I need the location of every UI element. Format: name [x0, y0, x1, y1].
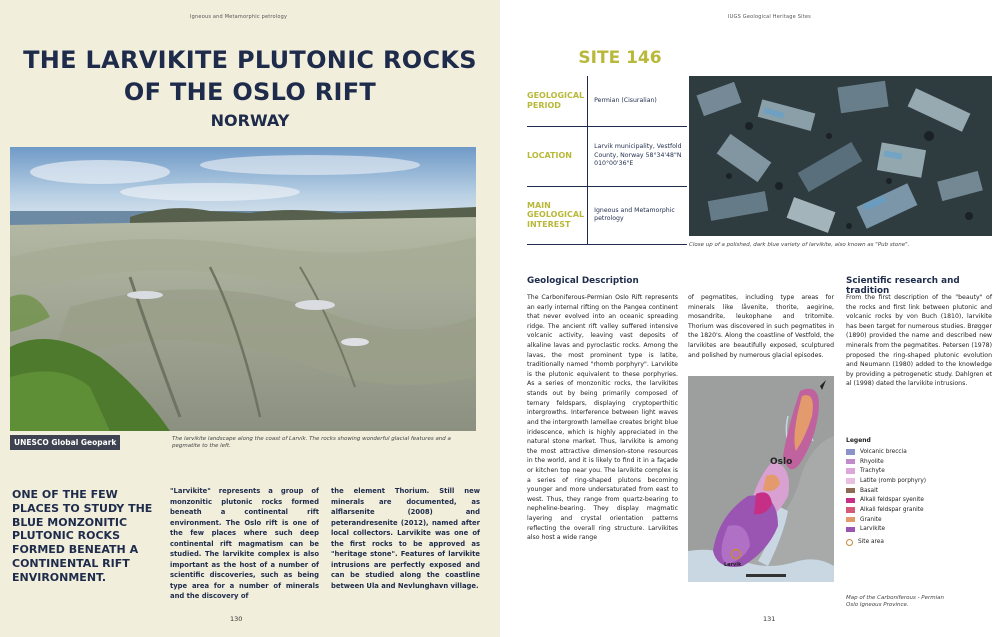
geopark-badge: UNESCO Global Geopark — [10, 435, 120, 450]
legend-label: Latite (romb porphyry) — [860, 477, 927, 484]
legend-item — [846, 486, 986, 496]
legend-swatch — [846, 517, 855, 523]
lead-statement: ONE OF THE FEW PLACES TO STUDY THE BLUE MONZONITIC PLUTONIC ROCKS FORMED BENEATH A CONTINENTAL RIFT ENVIRONMENT. — [12, 488, 153, 584]
map-caption: Map of the Carboniferous - Permian Oslo Igneous Province. — [846, 595, 945, 609]
info-row-period — [527, 76, 687, 126]
legend-item-site-area — [846, 537, 986, 547]
legend-swatch — [846, 527, 855, 533]
page-title-line1: THE LARVIKITE PLUTONIC ROCKS — [23, 46, 477, 74]
legend-label: Rhyolite — [860, 458, 884, 465]
site-info-table — [527, 76, 687, 245]
legend-label: Granite — [860, 516, 882, 523]
map-label-oslo: Oslo — [770, 457, 793, 467]
map-label-larvik: Larvik — [724, 562, 742, 568]
running-head-right: IUGS Geological Heritage Sites — [728, 14, 811, 20]
intro-column-1: "Larvikite" represents a group of monzonitic plutonic rocks formed beneath a continental rift environment. The Oslo rift is one of the few places where such deep continental rift magmatism can be studied. The larvikite complex is also important as the host of a number of scientific discoveries, such as being type area for a number of minerals and the discovery of — [170, 487, 319, 601]
info-value: Larvik municipality, Vestfold County, Norway 58°34'48"N 010°00'36"E — [588, 126, 687, 186]
page-number-left: 130 — [230, 615, 243, 623]
scientific-research-heading: Scientific research and tradition — [846, 276, 960, 296]
legend-item — [846, 525, 986, 535]
oslo-province-map — [688, 376, 834, 582]
larvikite-closeup-photo — [689, 76, 992, 236]
legend-label: Trachyte — [860, 468, 885, 475]
page-title-country: NORWAY — [210, 111, 290, 130]
legend-label: Larvikite — [860, 526, 886, 533]
rock-caption: Close up of a polished, dark blue variety of larvikite, also known as "Pub stone". — [689, 242, 910, 248]
legend-item — [846, 495, 986, 505]
legend-swatch — [846, 498, 855, 504]
coast-landscape-photo — [10, 147, 476, 431]
photo-caption: The larvikite landscape along the coast of Larvik. The rocks showing wonderful glacial features and a pegmatite to the left. — [172, 436, 451, 450]
page-title-line2: OF THE OSLO RIFT — [123, 78, 377, 106]
legend-item — [846, 457, 986, 467]
info-label: MAIN GEOLOGICAL INTEREST — [527, 186, 588, 244]
geological-description-column-1: The Carboniferous-Permian Oslo Rift represents an early internal rifting on the Pangea continent that never evolved into an oceanic spreading ridge. The ancient rift valley suffered intensive volcanic activity, leaving vast deposits of alkaline lavas and pyroclastic rocks. Among the lavas, the most prominent type is latite, traditionally named "rhomb porphyry". Larvikite is the plutonic equivalent to these porphyries. As a series of monzonitic rocks, the larvikites stands out by being primarily composed of ternary feldspars, displaying cryptoperthitic intergrowths. Interference between light waves and the intergrowth lamellae creates bright blue iridescence, which is highly appreciated in the natural stone market. Thus, larvikite is among the most attractive dimension-stone resources in the world, and it is likely to find it in a façade or kitchen top near you. The larvikite complex is a series of ring-shaped plutons becoming younger and more undersaturated from east to west. Thus, they range from quartz-bearing to nepheline-bearing. They display magmatic layering and crystal orientation patterns reflecting the overall ring structure. Larvikites also host a wide range — [527, 294, 678, 542]
scientific-research-text: From the first description of the "beauty" of the rocks and first link between plutonic and volcanic rocks by von Buch (1810), larvikite has been target for numerous studies. Brøgger (1890) provided the name and described new minerals from the pegmatites. Petersen (1978) proposed the ring-shaped plutonic evolution and Neumann (1980) added to the knowledge by providing a petrogenetic study. Dahlgren et al (1998) dated the larvikite intrusions. — [846, 294, 992, 388]
site-label: SITE 146 — [578, 48, 662, 68]
legend-swatch — [846, 507, 855, 513]
legend-swatch — [846, 488, 855, 494]
info-label: GEOLOGICAL PERIOD — [527, 76, 588, 126]
info-label: LOCATION — [527, 126, 588, 186]
legend-label: Alkali feldspar granite — [860, 506, 924, 513]
legend-label: Basalt — [860, 487, 878, 494]
legend-label: Site area — [858, 539, 884, 546]
legend-item — [846, 447, 986, 457]
site-area-ring-icon — [846, 539, 853, 546]
legend-swatch — [846, 468, 855, 474]
geological-description-column-2: of pegmatites, including type areas for minerals like låvenite, thorite, aegirine, mosandrite, leukophane and tritomite. Thorium was discovered in such pegmatites in the 1820's. Along the coastline of Vestfold, the larvikites are beautifully exposed, sculptured and polished by numerous glacial episodes. — [688, 294, 834, 359]
running-head-left: Igneous and Metamorphic petrology — [190, 14, 288, 20]
info-value: Igneous and Metamorphic petrology — [588, 186, 687, 244]
intro-column-2: the element Thorium. Still new minerals are documented, as alflarsenite (2008) and peterandresenite (2012), named after local collectors. Larvikite was one of the first rocks to be approved as "heritage stone". Features of larvikite intrusions are perfectly exposed and can be studied along the coastline between Ula and Nevlunghavn village. — [331, 487, 480, 590]
info-row-interest — [527, 186, 687, 244]
legend-item — [846, 466, 986, 476]
info-value: Permian (Cisuralian) — [588, 76, 687, 126]
legend-swatch — [846, 449, 855, 455]
info-row-location — [527, 126, 687, 186]
legend-label: Volcanic breccia — [860, 448, 907, 455]
legend-swatch — [846, 459, 855, 465]
page-number-right: 131 — [763, 615, 776, 623]
map-legend — [846, 437, 986, 547]
legend-label: Alkali feldspar syenite — [860, 497, 924, 504]
legend-swatch — [846, 478, 855, 484]
legend-item — [846, 505, 986, 515]
legend-item — [846, 515, 986, 525]
geological-description-heading: Geological Description — [527, 276, 639, 286]
legend-item — [846, 476, 986, 486]
legend-title: Legend — [846, 437, 871, 444]
